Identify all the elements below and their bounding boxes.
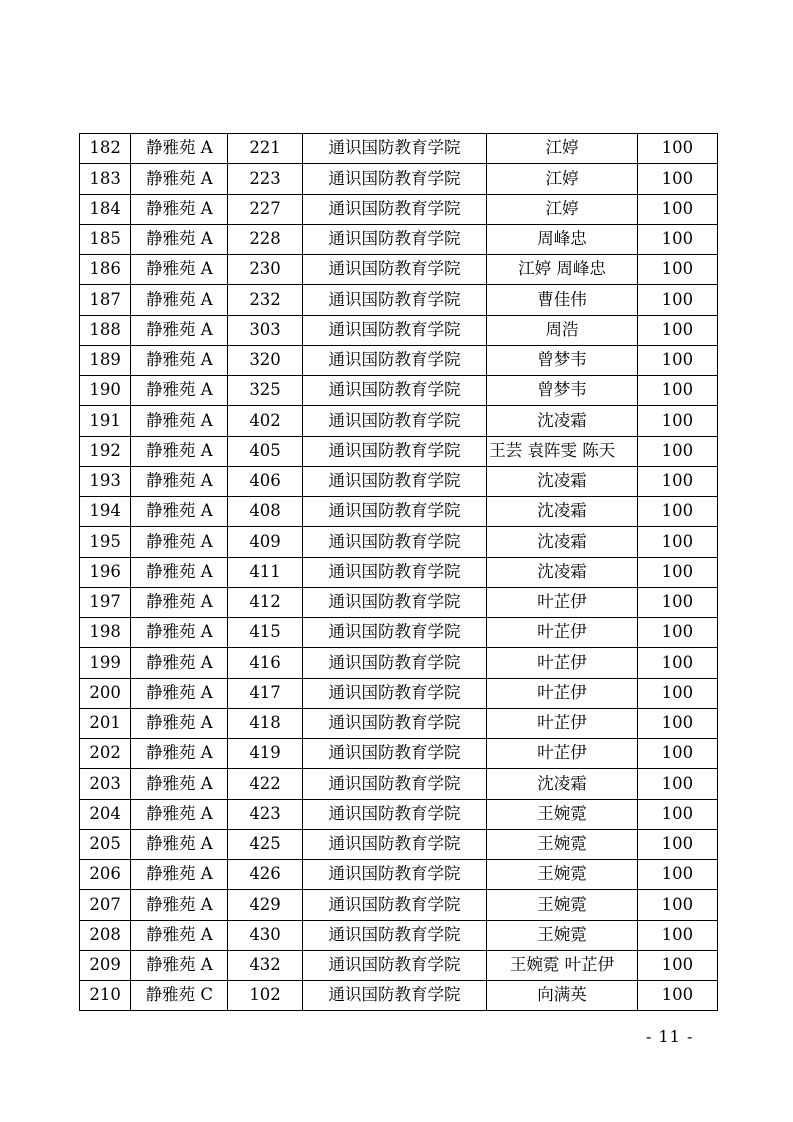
building-cell: 静雅苑 A (131, 527, 228, 557)
table-row (80, 587, 718, 617)
row-number-cell: 210 (80, 981, 131, 1011)
college-cell: 通识国防教育学院 (302, 194, 487, 224)
college-cell: 通识国防教育学院 (302, 708, 487, 738)
row-number-cell: 191 (80, 406, 131, 436)
table-row (80, 860, 718, 890)
instructor-cell: 沈凌霜 (487, 466, 637, 496)
score-cell: 100 (637, 315, 717, 345)
score-cell: 100 (637, 285, 717, 315)
college-cell: 通识国防教育学院 (302, 950, 487, 980)
room-cell: 416 (228, 648, 302, 678)
instructor-cell: 王芸 袁阵雯 陈天 (487, 436, 637, 466)
row-number-cell: 197 (80, 587, 131, 617)
room-cell: 425 (228, 829, 302, 859)
college-cell: 通识国防教育学院 (302, 890, 487, 920)
score-cell: 100 (637, 950, 717, 980)
row-number-cell: 203 (80, 769, 131, 799)
row-number-cell: 194 (80, 497, 131, 527)
table-row (80, 255, 718, 285)
building-cell: 静雅苑 A (131, 678, 228, 708)
table-row (80, 134, 718, 164)
room-cell: 411 (228, 557, 302, 587)
college-cell: 通识国防教育学院 (302, 527, 487, 557)
score-cell: 100 (637, 860, 717, 890)
row-number-cell: 182 (80, 134, 131, 164)
table-row (80, 769, 718, 799)
room-cell: 405 (228, 436, 302, 466)
room-cell: 102 (228, 981, 302, 1011)
instructor-cell: 王婉霓 叶芷伊 (487, 950, 637, 980)
row-number-cell: 199 (80, 648, 131, 678)
score-cell: 100 (637, 799, 717, 829)
row-number-cell: 183 (80, 164, 131, 194)
room-cell: 408 (228, 497, 302, 527)
building-cell: 静雅苑 A (131, 829, 228, 859)
college-cell: 通识国防教育学院 (302, 315, 487, 345)
college-cell: 通识国防教育学院 (302, 981, 487, 1011)
table-row (80, 406, 718, 436)
room-cell: 227 (228, 194, 302, 224)
room-cell: 406 (228, 466, 302, 496)
building-cell: 静雅苑 A (131, 769, 228, 799)
building-cell: 静雅苑 A (131, 587, 228, 617)
table-row (80, 708, 718, 738)
table-row (80, 890, 718, 920)
building-cell: 静雅苑 A (131, 739, 228, 769)
college-cell: 通识国防教育学院 (302, 769, 487, 799)
instructor-cell: 曾梦韦 (487, 345, 637, 375)
instructor-cell: 江婷 (487, 134, 637, 164)
building-cell: 静雅苑 A (131, 376, 228, 406)
room-cell: 432 (228, 950, 302, 980)
row-number-cell: 198 (80, 618, 131, 648)
room-cell: 430 (228, 920, 302, 950)
instructor-cell: 王婉霓 (487, 829, 637, 859)
college-cell: 通识国防教育学院 (302, 285, 487, 315)
college-cell: 通识国防教育学院 (302, 255, 487, 285)
table-row (80, 285, 718, 315)
score-cell: 100 (637, 769, 717, 799)
table-row (80, 557, 718, 587)
room-cell: 419 (228, 739, 302, 769)
score-cell: 100 (637, 134, 717, 164)
instructor-cell: 叶芷伊 (487, 739, 637, 769)
instructor-cell: 叶芷伊 (487, 587, 637, 617)
room-cell: 402 (228, 406, 302, 436)
college-cell: 通识国防教育学院 (302, 224, 487, 254)
building-cell: 静雅苑 A (131, 134, 228, 164)
instructor-cell: 曾梦韦 (487, 376, 637, 406)
college-cell: 通识国防教育学院 (302, 436, 487, 466)
college-cell: 通识国防教育学院 (302, 345, 487, 375)
table-row (80, 829, 718, 859)
college-cell: 通识国防教育学院 (302, 648, 487, 678)
room-cell: 232 (228, 285, 302, 315)
college-cell: 通识国防教育学院 (302, 920, 487, 950)
building-cell: 静雅苑 A (131, 406, 228, 436)
building-cell: 静雅苑 A (131, 708, 228, 738)
row-number-cell: 206 (80, 860, 131, 890)
college-cell: 通识国防教育学院 (302, 739, 487, 769)
college-cell: 通识国防教育学院 (302, 587, 487, 617)
building-cell: 静雅苑 A (131, 466, 228, 496)
row-number-cell: 184 (80, 194, 131, 224)
table-body (80, 134, 718, 1011)
table-row (80, 618, 718, 648)
row-number-cell: 205 (80, 829, 131, 859)
college-cell: 通识国防教育学院 (302, 829, 487, 859)
score-cell: 100 (637, 739, 717, 769)
score-cell: 100 (637, 678, 717, 708)
building-cell: 静雅苑 A (131, 618, 228, 648)
score-cell: 100 (637, 406, 717, 436)
score-cell: 100 (637, 224, 717, 254)
room-cell: 303 (228, 315, 302, 345)
instructor-cell: 王婉霓 (487, 799, 637, 829)
building-cell: 静雅苑 A (131, 557, 228, 587)
instructor-cell: 曹佳伟 (487, 285, 637, 315)
room-cell: 426 (228, 860, 302, 890)
table-row (80, 799, 718, 829)
instructor-cell: 叶芷伊 (487, 648, 637, 678)
building-cell: 静雅苑 A (131, 497, 228, 527)
row-number-cell: 204 (80, 799, 131, 829)
row-number-cell: 187 (80, 285, 131, 315)
college-cell: 通识国防教育学院 (302, 164, 487, 194)
table-row (80, 527, 718, 557)
row-number-cell: 190 (80, 376, 131, 406)
table-row (80, 648, 718, 678)
table-row (80, 678, 718, 708)
row-number-cell: 185 (80, 224, 131, 254)
college-cell: 通识国防教育学院 (302, 406, 487, 436)
row-number-cell: 202 (80, 739, 131, 769)
instructor-cell: 叶芷伊 (487, 618, 637, 648)
college-cell: 通识国防教育学院 (302, 678, 487, 708)
building-cell: 静雅苑 A (131, 224, 228, 254)
college-cell: 通识国防教育学院 (302, 134, 487, 164)
row-number-cell: 209 (80, 950, 131, 980)
building-cell: 静雅苑 A (131, 164, 228, 194)
row-number-cell: 192 (80, 436, 131, 466)
room-cell: 415 (228, 618, 302, 648)
room-cell: 230 (228, 255, 302, 285)
building-cell: 静雅苑 A (131, 285, 228, 315)
instructor-cell: 王婉霓 (487, 860, 637, 890)
table-row (80, 497, 718, 527)
building-cell: 静雅苑 A (131, 799, 228, 829)
building-cell: 静雅苑 A (131, 345, 228, 375)
instructor-cell: 叶芷伊 (487, 708, 637, 738)
page-number: - 11 - (646, 1027, 694, 1046)
table-row (80, 981, 718, 1011)
row-number-cell: 189 (80, 345, 131, 375)
instructor-cell: 沈凌霜 (487, 769, 637, 799)
table-row (80, 739, 718, 769)
score-cell: 100 (637, 345, 717, 375)
score-cell: 100 (637, 497, 717, 527)
instructor-cell: 沈凌霜 (487, 527, 637, 557)
building-cell: 静雅苑 A (131, 255, 228, 285)
building-cell: 静雅苑 A (131, 920, 228, 950)
building-cell: 静雅苑 A (131, 194, 228, 224)
instructor-cell: 周峰忠 (487, 224, 637, 254)
instructor-cell: 向满英 (487, 981, 637, 1011)
table-row (80, 315, 718, 345)
room-cell: 417 (228, 678, 302, 708)
instructor-cell: 沈凌霜 (487, 406, 637, 436)
score-cell: 100 (637, 164, 717, 194)
building-cell: 静雅苑 A (131, 436, 228, 466)
building-cell: 静雅苑 A (131, 315, 228, 345)
score-cell: 100 (637, 587, 717, 617)
table-row (80, 376, 718, 406)
score-cell: 100 (637, 466, 717, 496)
college-cell: 通识国防教育学院 (302, 618, 487, 648)
room-cell: 228 (228, 224, 302, 254)
table-row (80, 920, 718, 950)
row-number-cell: 196 (80, 557, 131, 587)
instructor-cell: 沈凌霜 (487, 557, 637, 587)
row-number-cell: 208 (80, 920, 131, 950)
row-number-cell: 193 (80, 466, 131, 496)
inspection-table (79, 133, 718, 1011)
college-cell: 通识国防教育学院 (302, 466, 487, 496)
score-cell: 100 (637, 618, 717, 648)
instructor-cell: 江婷 周峰忠 (487, 255, 637, 285)
score-cell: 100 (637, 527, 717, 557)
room-cell: 423 (228, 799, 302, 829)
table-row (80, 164, 718, 194)
room-cell: 418 (228, 708, 302, 738)
room-cell: 320 (228, 345, 302, 375)
room-cell: 409 (228, 527, 302, 557)
table-row (80, 436, 718, 466)
college-cell: 通识国防教育学院 (302, 497, 487, 527)
building-cell: 静雅苑 C (131, 981, 228, 1011)
score-cell: 100 (637, 376, 717, 406)
building-cell: 静雅苑 A (131, 950, 228, 980)
instructor-cell: 叶芷伊 (487, 678, 637, 708)
table-row (80, 466, 718, 496)
row-number-cell: 200 (80, 678, 131, 708)
row-number-cell: 195 (80, 527, 131, 557)
score-cell: 100 (637, 194, 717, 224)
building-cell: 静雅苑 A (131, 648, 228, 678)
row-number-cell: 186 (80, 255, 131, 285)
row-number-cell: 207 (80, 890, 131, 920)
score-cell: 100 (637, 829, 717, 859)
instructor-cell: 王婉霓 (487, 890, 637, 920)
room-cell: 422 (228, 769, 302, 799)
college-cell: 通识国防教育学院 (302, 860, 487, 890)
score-cell: 100 (637, 436, 717, 466)
college-cell: 通识国防教育学院 (302, 376, 487, 406)
table-row (80, 194, 718, 224)
building-cell: 静雅苑 A (131, 890, 228, 920)
room-cell: 221 (228, 134, 302, 164)
score-cell: 100 (637, 648, 717, 678)
building-cell: 静雅苑 A (131, 860, 228, 890)
score-cell: 100 (637, 920, 717, 950)
instructor-cell: 周浩 (487, 315, 637, 345)
table-row (80, 345, 718, 375)
instructor-cell: 沈凌霜 (487, 497, 637, 527)
college-cell: 通识国防教育学院 (302, 799, 487, 829)
instructor-cell: 江婷 (487, 164, 637, 194)
room-cell: 412 (228, 587, 302, 617)
score-cell: 100 (637, 890, 717, 920)
row-number-cell: 201 (80, 708, 131, 738)
instructor-cell: 王婉霓 (487, 920, 637, 950)
room-cell: 325 (228, 376, 302, 406)
table-row (80, 224, 718, 254)
table-row (80, 950, 718, 980)
score-cell: 100 (637, 255, 717, 285)
college-cell: 通识国防教育学院 (302, 557, 487, 587)
score-cell: 100 (637, 557, 717, 587)
room-cell: 429 (228, 890, 302, 920)
instructor-cell: 江婷 (487, 194, 637, 224)
row-number-cell: 188 (80, 315, 131, 345)
score-cell: 100 (637, 981, 717, 1011)
score-cell: 100 (637, 708, 717, 738)
room-cell: 223 (228, 164, 302, 194)
